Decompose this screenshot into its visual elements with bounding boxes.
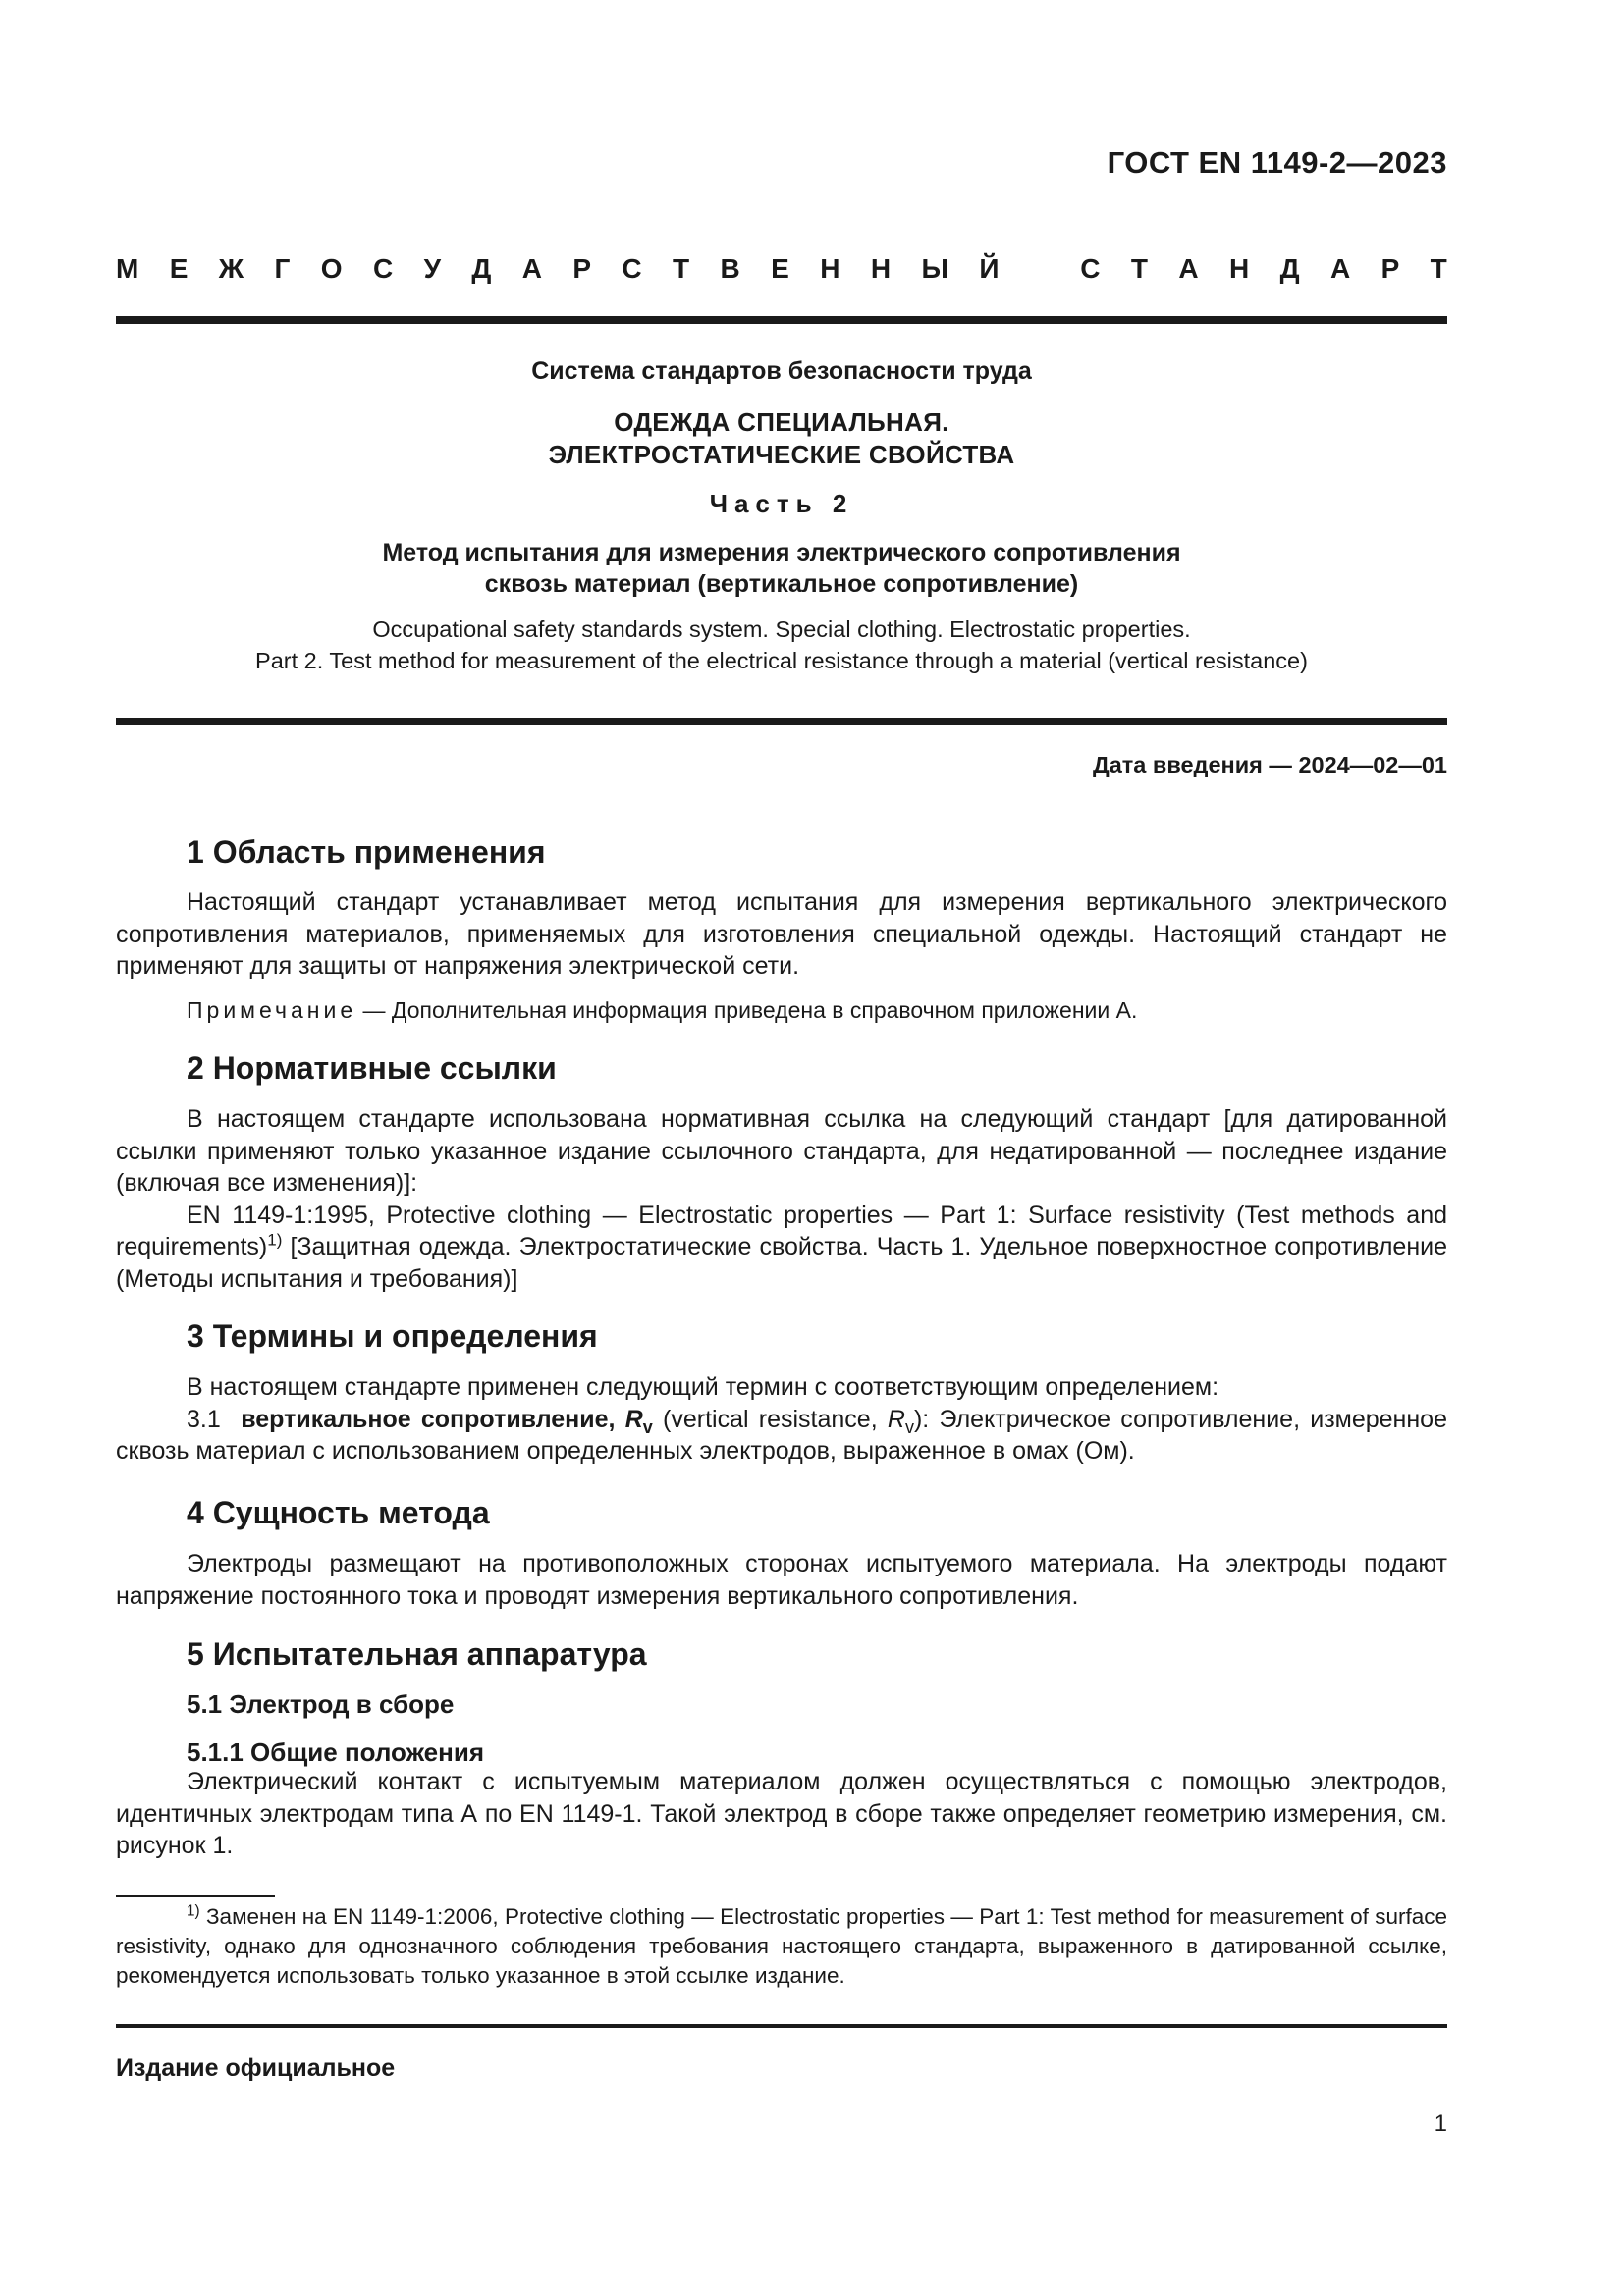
banner-letter: Т (1130, 253, 1148, 284)
banner-letter: Р (1380, 253, 1400, 284)
footer-rule (116, 2024, 1447, 2028)
subtitle-line-1: Метод испытания для измерения электрического сопротивления (382, 539, 1181, 566)
term-english-symbol: R (887, 1405, 905, 1433)
subtitle-line-2: сквозь материал (вертикальное сопротивление) (484, 570, 1079, 598)
banner-letter: У (423, 253, 441, 284)
section-3-text: В настоящем стандарте применен следующий термин с соответствующим определением: (187, 1373, 1219, 1401)
section-4-text: Электроды размещают на противоположных сторонах испытуемого материала. На электроды подают напряжение постоянного тока и проводят измерения вертикального сопротивления. (116, 1550, 1447, 1610)
english-title-line-1: Occupational safety standards system. Special clothing. Electrostatic properties. (372, 616, 1191, 642)
banner-letter: А (1329, 253, 1351, 284)
footnote-number: 1) (187, 1902, 200, 1920)
term-english-open: (vertical resistance, (652, 1405, 888, 1433)
banner-letter: Г (274, 253, 291, 284)
section-1-heading: 1 Область применения (187, 834, 546, 870)
subsection-5-1-1-heading: 5.1.1 Общие положения (187, 1737, 484, 1767)
term-symbol-sub: v (642, 1416, 653, 1437)
banner-letter: С (622, 253, 642, 284)
title-block-rule (116, 718, 1447, 725)
banner-letter: Д (1279, 253, 1300, 284)
section-4-heading: 4 Сущность метода (187, 1495, 490, 1530)
banner-letter: Т (673, 253, 690, 284)
banner-letter: Е (771, 253, 789, 284)
banner-letter: Й (979, 253, 1000, 284)
term-symbol: R (624, 1405, 643, 1433)
banner-letter: Н (870, 253, 892, 284)
term-definition: ): Электрическое сопротивление, измеренное сквозь материал с использованием определенных электродов, выраженное в омах (Ом). (116, 1405, 1447, 1465)
banner-letter: С (1080, 253, 1101, 284)
footnote (116, 1902, 1447, 1991)
page-number: 1 (1434, 2110, 1447, 2137)
note-label: Примечание (187, 997, 357, 1023)
part-label: Часть 2 (709, 489, 854, 518)
banner-letter: С (372, 253, 394, 284)
subsection-5-1-heading: 5.1 Электрод в сборе (187, 1689, 455, 1719)
reference-text: EN 1149-1:1995, Protective clothing — Electrostatic properties — Part 1: Surface resistivity (Test methods and requirements) (116, 1201, 1447, 1260)
term-name: вертикальное сопротивление, (241, 1405, 625, 1433)
footnote-text: Заменен на EN 1149-1:2006, Protective clothing — Electrostatic properties — Part 1: Test method for measurement of surface resistivity, однако для однозначного соблюдения требования настоящего стандарта, выраженного в датированной ссылке, рекомендуется использовать только указанное в этой ссылке издание. (116, 1904, 1447, 1988)
banner-letter: Е (169, 253, 189, 284)
footnote-mark: 1) (267, 1230, 283, 1250)
banner-letter: А (521, 253, 542, 284)
top-rule (116, 316, 1447, 324)
section-5-text: Электрический контакт с испытуемым материалом должен осуществляться с помощью электродов, идентичных электродам типа А по EN 1149-1. Такой электрод в сборе также определяет геометрию измерения, см. рисунок 1. (116, 1768, 1447, 1859)
banner-letter: Н (1228, 253, 1250, 284)
standard-code: ГОСТ EN 1149-2—2023 (1107, 145, 1447, 180)
banner-gap (1030, 253, 1050, 289)
section-5-body (116, 1766, 1447, 1862)
normative-reference (116, 1200, 1447, 1296)
official-edition-label: Издание официальное (116, 2055, 396, 2082)
term-3-1 (116, 1404, 1447, 1468)
section-5-heading: 5 Испытательная аппаратура (187, 1636, 647, 1672)
section-2-heading: 2 Нормативные ссылки (187, 1050, 557, 1086)
section-1-text: Настоящий стандарт устанавливает метод испытания для измерения вертикального электрического сопротивления материалов, применяемых для изготовления специальной одежды. Настоящий стандарт не применяют для защиты от напряжения электрической сети. (116, 888, 1447, 980)
banner-letter: В (720, 253, 740, 284)
section-1-paragraph (116, 886, 1447, 983)
banner-letter: Ж (218, 253, 244, 284)
banner-letter: Д (471, 253, 492, 284)
banner-letter: Н (820, 253, 840, 284)
interstate-standard-banner (116, 253, 1447, 289)
introduction-date: Дата введения — 2024—02—01 (1092, 752, 1447, 777)
banner-letter: О (320, 253, 343, 284)
reference-translation: [Защитная одежда. Электростатические свойства. Часть 1. Удельное поверхностное сопротивление (Методы испытания и требования)] (116, 1233, 1447, 1293)
english-title-line-2: Part 2. Test method for measurement of the electrical resistance through a material (vertical resistance) (255, 648, 1308, 673)
section-2-text: В настоящем стандарте использована нормативная ссылка на следующий стандарт [для датированной ссылки применяют только указанное издание ссылочного стандарта, для недатированной — последнее издание (включая все изменения)]: (116, 1105, 1447, 1197)
section-1-note (187, 997, 1137, 1024)
banner-letter: Т (1430, 253, 1447, 284)
document-title-line-2: ЭЛЕКТРОСТАТИЧЕСКИЕ СВОЙСТВА (548, 440, 1015, 469)
banner-letter: Р (572, 253, 592, 284)
term-english-symbol-sub: v (904, 1416, 914, 1437)
banner-letter: М (116, 253, 139, 284)
document-title-line-1: ОДЕЖДА СПЕЦИАЛЬНАЯ. (614, 407, 949, 437)
section-2-body (116, 1103, 1447, 1295)
section-3-body (116, 1371, 1447, 1468)
section-4-body (116, 1548, 1447, 1612)
banner-letter: Ы (921, 253, 948, 284)
standards-series: Система стандартов безопасности труда (531, 357, 1032, 385)
section-3-heading: 3 Термины и определения (187, 1318, 598, 1354)
note-text: — Дополнительная информация приведена в справочном приложении А. (356, 997, 1138, 1023)
banner-letter: А (1178, 253, 1199, 284)
term-number: 3.1 (187, 1405, 221, 1433)
footnote-separator (116, 1895, 275, 1897)
